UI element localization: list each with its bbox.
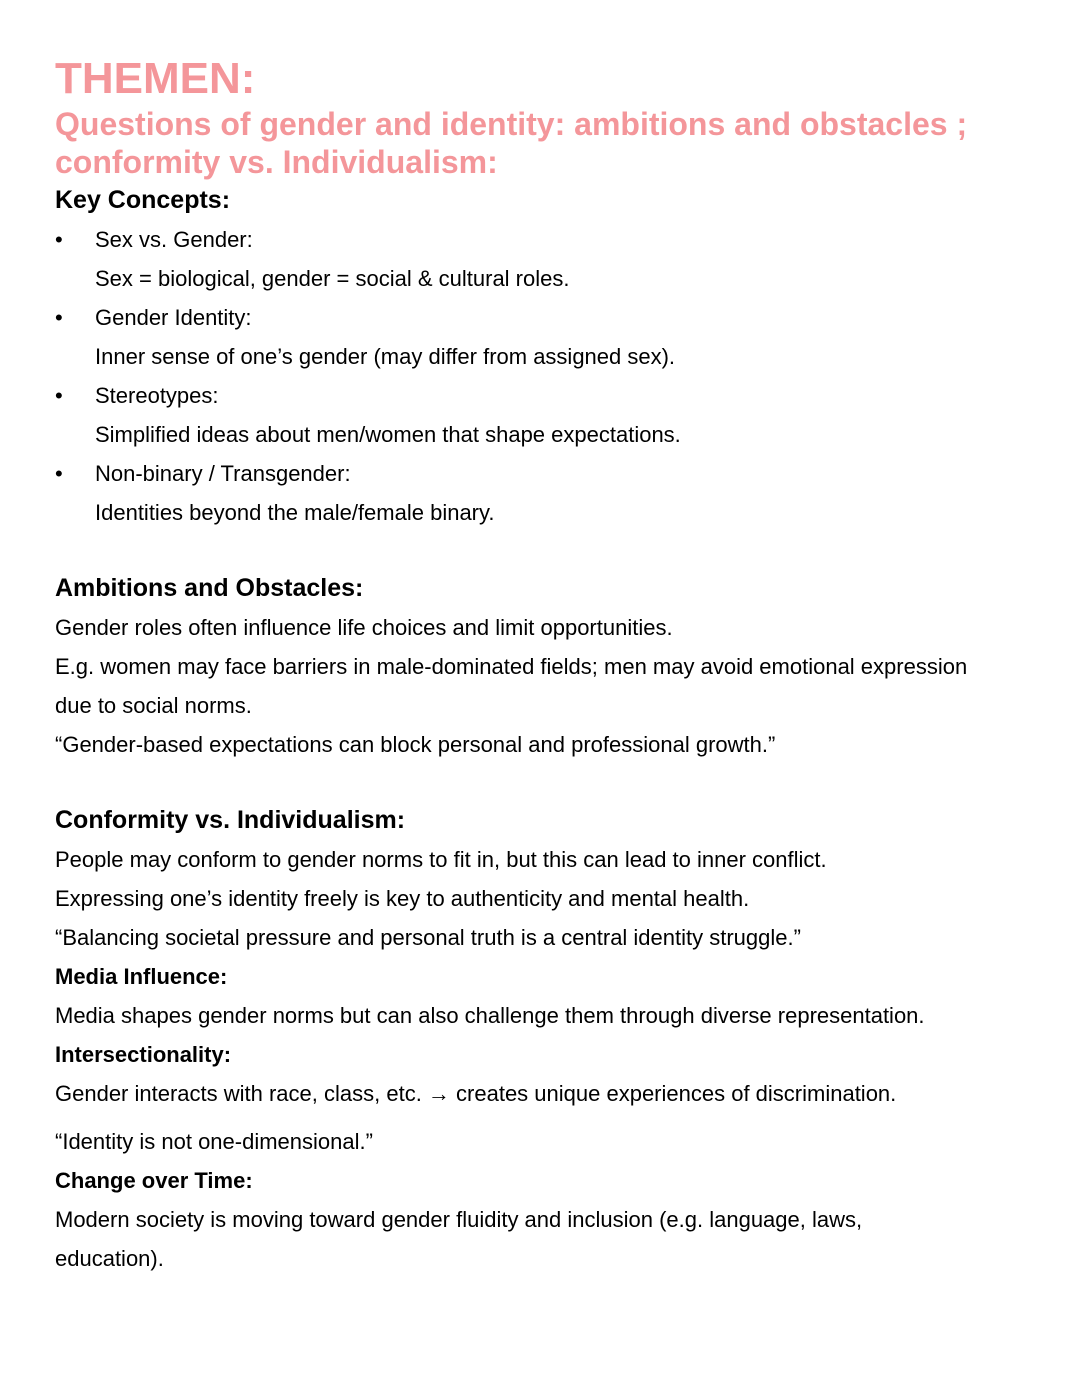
page-title: THEMEN: [55, 54, 256, 103]
concept-definition: Inner sense of one’s gender (may differ from assigned sex). [95, 344, 676, 369]
change-section [55, 1161, 1045, 1278]
list-item [55, 220, 1045, 298]
key-concepts-section [55, 181, 1045, 532]
ambitions-section [55, 569, 1045, 764]
conformity-section [55, 801, 1045, 957]
concept-definition: Identities beyond the male/female binary. [95, 500, 495, 525]
document-page [55, 55, 1045, 1278]
bullet-icon: • [55, 305, 63, 330]
intersectionality-section [55, 1035, 1045, 1161]
key-concepts-heading: Key Concepts: [55, 186, 231, 214]
spacer [55, 532, 1045, 569]
paragraph-line: Gender roles often influence life choices and limit opportunities. [55, 615, 673, 640]
concept-term: Sex vs. Gender: [95, 227, 253, 252]
key-concepts-list [55, 220, 1045, 532]
paragraph-line: due to social norms. [55, 693, 252, 718]
quote-line: “Identity is not one-dimensional.” [55, 1129, 373, 1154]
list-item [55, 454, 1045, 532]
spacer [55, 1113, 1045, 1122]
paragraph-line: Expressing one’s identity freely is key to authenticity and mental health. [55, 886, 750, 911]
paragraph-line: People may conform to gender norms to fit in, but this can lead to inner conflict. [55, 847, 827, 872]
concept-definition: Simplified ideas about men/women that shape expectations. [95, 422, 681, 447]
page-subtitle [55, 105, 1045, 181]
change-heading: Change over Time: [55, 1168, 253, 1193]
media-heading: Media Influence: [55, 964, 228, 989]
concept-term: Gender Identity: [95, 305, 252, 330]
concept-term: Non-binary / Transgender: [95, 461, 351, 486]
concept-definition: Sex = biological, gender = social & cultural roles. [95, 266, 570, 291]
paragraph-line: E.g. women may face barriers in male-dominated fields; men may avoid emotional expression [55, 654, 968, 679]
ambitions-heading: Ambitions and Obstacles: [55, 574, 364, 602]
intersectionality-heading: Intersectionality: [55, 1042, 232, 1067]
bullet-icon: • [55, 461, 63, 486]
subtitle-line: Questions of gender and identity: ambitions and obstacles ; [55, 106, 968, 142]
media-section [55, 957, 1045, 1035]
paragraph-line: Gender interacts with race, class, etc. → creates unique experiences of discrimination. [55, 1081, 897, 1106]
bullet-icon: • [55, 383, 63, 408]
list-item [55, 376, 1045, 454]
quote-line: “Balancing societal pressure and personal truth is a central identity struggle.” [55, 925, 801, 950]
subtitle-line: conformity vs. Individualism: [55, 144, 498, 180]
paragraph-line: Media shapes gender norms but can also challenge them through diverse representation. [55, 1003, 925, 1028]
paragraph-line: education). [55, 1246, 164, 1271]
list-item [55, 298, 1045, 376]
concept-term: Stereotypes: [95, 383, 219, 408]
bullet-icon: • [55, 227, 63, 252]
spacer [55, 764, 1045, 801]
paragraph-line: Modern society is moving toward gender fluidity and inclusion (e.g. language, laws, [55, 1207, 863, 1232]
quote-line: “Gender-based expectations can block personal and professional growth.” [55, 732, 776, 757]
conformity-heading: Conformity vs. Individualism: [55, 806, 406, 834]
